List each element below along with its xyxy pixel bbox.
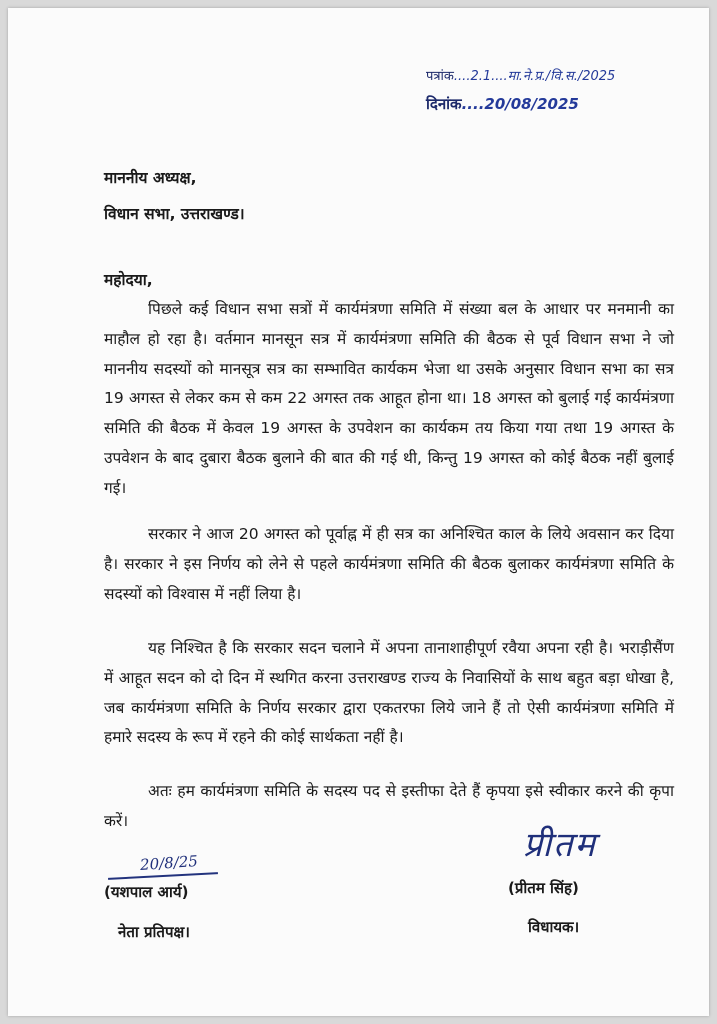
- addressee-line-1: माननीय अध्यक्ष,: [104, 169, 197, 187]
- body-paragraph-4: अतः हम कार्यमंत्रणा समिति के सदस्य पद से इस्तीफा देते हैं कृपया इसे स्वीकार करने की कृपा करें।: [104, 782, 674, 830]
- reference-date: [426, 94, 696, 114]
- reference-number-label: पत्रांक: [426, 69, 454, 84]
- left-signature: 20/8/25: [139, 852, 199, 874]
- body-paragraph-1: पिछले कई विधान सभा सत्रों में कार्यमंत्रणा समिति में संख्या बल के आधार पर मनमानी का माहौल हो रहा है। वर्तमान मानसून सत्र में कार्यमंत्रणा समिति की बैठक से पूर्व विधान सभा ने जो माननीय सदस्यों को मानसूत्र सत्र का सम्भावित कार्यकम भेजा था उसके अनुसार विधान सभा का सत्र 19 अगस्त से लेकर कम से कम 22 अगस्त तक आहूत होना था। 18 अगस्त को बुलाई गई कार्यमंत्रणा समिति की बैठक में केवल 19 अगस्त के उपवेशन का कार्यकम तय किया गया तथा 19 अगस्त के उपवेशन के बाद दुबारा बैठक बुलाने की बात की गई थी, किन्तु 19 अगस्त को कोई बैठक नहीं बुलाई गई।: [104, 300, 674, 497]
- right-signatory-name: (प्रीतम सिंह): [508, 879, 579, 897]
- reference-date-label: दिनांक: [426, 95, 462, 113]
- body-paragraph-2: सरकार ने आज 20 अगस्त को पूर्वाह्न में ही सत्र का अनिश्चित काल के लिये अवसान कर दिया है। सरकार ने इस निर्णय को लेने से पहले कार्यमंत्रणा समिति की बैठक बुलाकर कार्यमंत्रणा समिति के सदस्यों को विश्वास में नहीं लिया है।: [104, 525, 674, 603]
- letter-page: [8, 8, 709, 1016]
- left-signatory-title: नेता प्रतिपक्ष।: [118, 923, 190, 941]
- reference-date-value: ....20/08/2025: [461, 95, 579, 113]
- addressee-line-2: विधान सभा, उत्तराखण्ड।: [104, 205, 245, 223]
- right-signature: प्रीतम: [523, 825, 597, 865]
- reference-number: [426, 66, 696, 84]
- left-signatory-name: (यशपाल आर्य): [104, 883, 189, 901]
- left-signature-stroke: [108, 872, 218, 880]
- reference-number-value: ....2.1....मा.ने.प्र./वि.स./2025: [453, 69, 616, 84]
- body-paragraph-3: यह निश्चित है कि सरकार सदन चलाने में अपना तानाशाहीपूर्ण रवैया अपना रही है। भराड़ीसैंण में आहूत सदन को दो दिन में स्थगित करना उत्तराखण्ड राज्य के निवासियों के साथ बहुत बड़ा धोखा है, जब कार्यमंत्रणा समिति के निर्णय सरकार द्वारा एकतरफा लिये जाने हैं तो ऐसी कार्यमंत्रणा समिति में हमारे सदस्य के रूप में रहने की कोई सार्थकता नहीं है।: [104, 639, 674, 747]
- right-signatory-title: विधायक।: [528, 918, 580, 936]
- salutation: महोदया,: [104, 271, 153, 289]
